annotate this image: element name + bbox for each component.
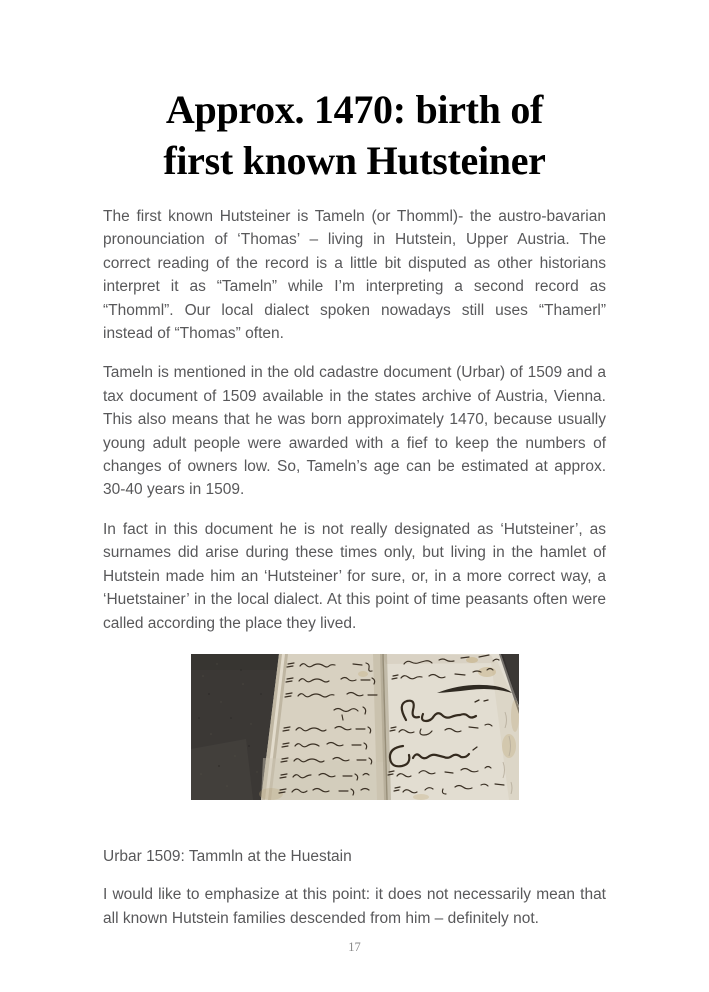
closing-paragraph: I would like to emphasize at this point: it does not necessarily mean that all known Hutstein families descended from him – definitely not. xyxy=(103,886,606,927)
manuscript-photo xyxy=(103,654,606,800)
paragraph-urbar-mention: Tameln is mentioned in the old cadastre document (Urbar) of 1509 and a tax document of 1509 available in the states archive of Austria, Vienna. This also means that he was born approximately 1470, because usually young adult people were awarded with a fief to keep the numbers of changes of owners low. So, Tameln’s age can be estimated at approx. 30-40 years in 1509. xyxy=(103,364,606,499)
image-caption: Urbar 1509: Tammln at the Huestain xyxy=(103,847,352,865)
page-title-line1: Approx. 1470: birth of xyxy=(165,87,544,132)
paragraph-intro: The first known Hutsteiner is Tameln (or Thomml)- the austro-bavarian pronounciation of ‘Thomas’ – living in Hutstein, Upper Austria. The correct reading of the record is a little bit disputed as other historians interpret it as “Tameln” while I’m interpreting a second record as “Thomml”. Our local dialect spoken nowadays still uses “Thamerl” instead of “Thomas” often. xyxy=(103,208,606,343)
paragraph-surname-origin: In fact in this document he is not really designated as ‘Hutsteiner’, as surnames did arise during these times only, but living in the hamlet of Hutstein made him an ‘Hutsteiner’ for sure, or, in a more correct way, a ‘Huetstainer’ in the local dialect. At this point of time peasants often were called according the place they lived. xyxy=(103,520,606,632)
page-title-line2: first known Hutsteiner xyxy=(163,138,546,183)
page-content xyxy=(103,0,606,930)
page-number: 17 xyxy=(348,940,361,954)
page-title xyxy=(103,84,606,186)
manuscript-photo-image xyxy=(191,654,519,800)
